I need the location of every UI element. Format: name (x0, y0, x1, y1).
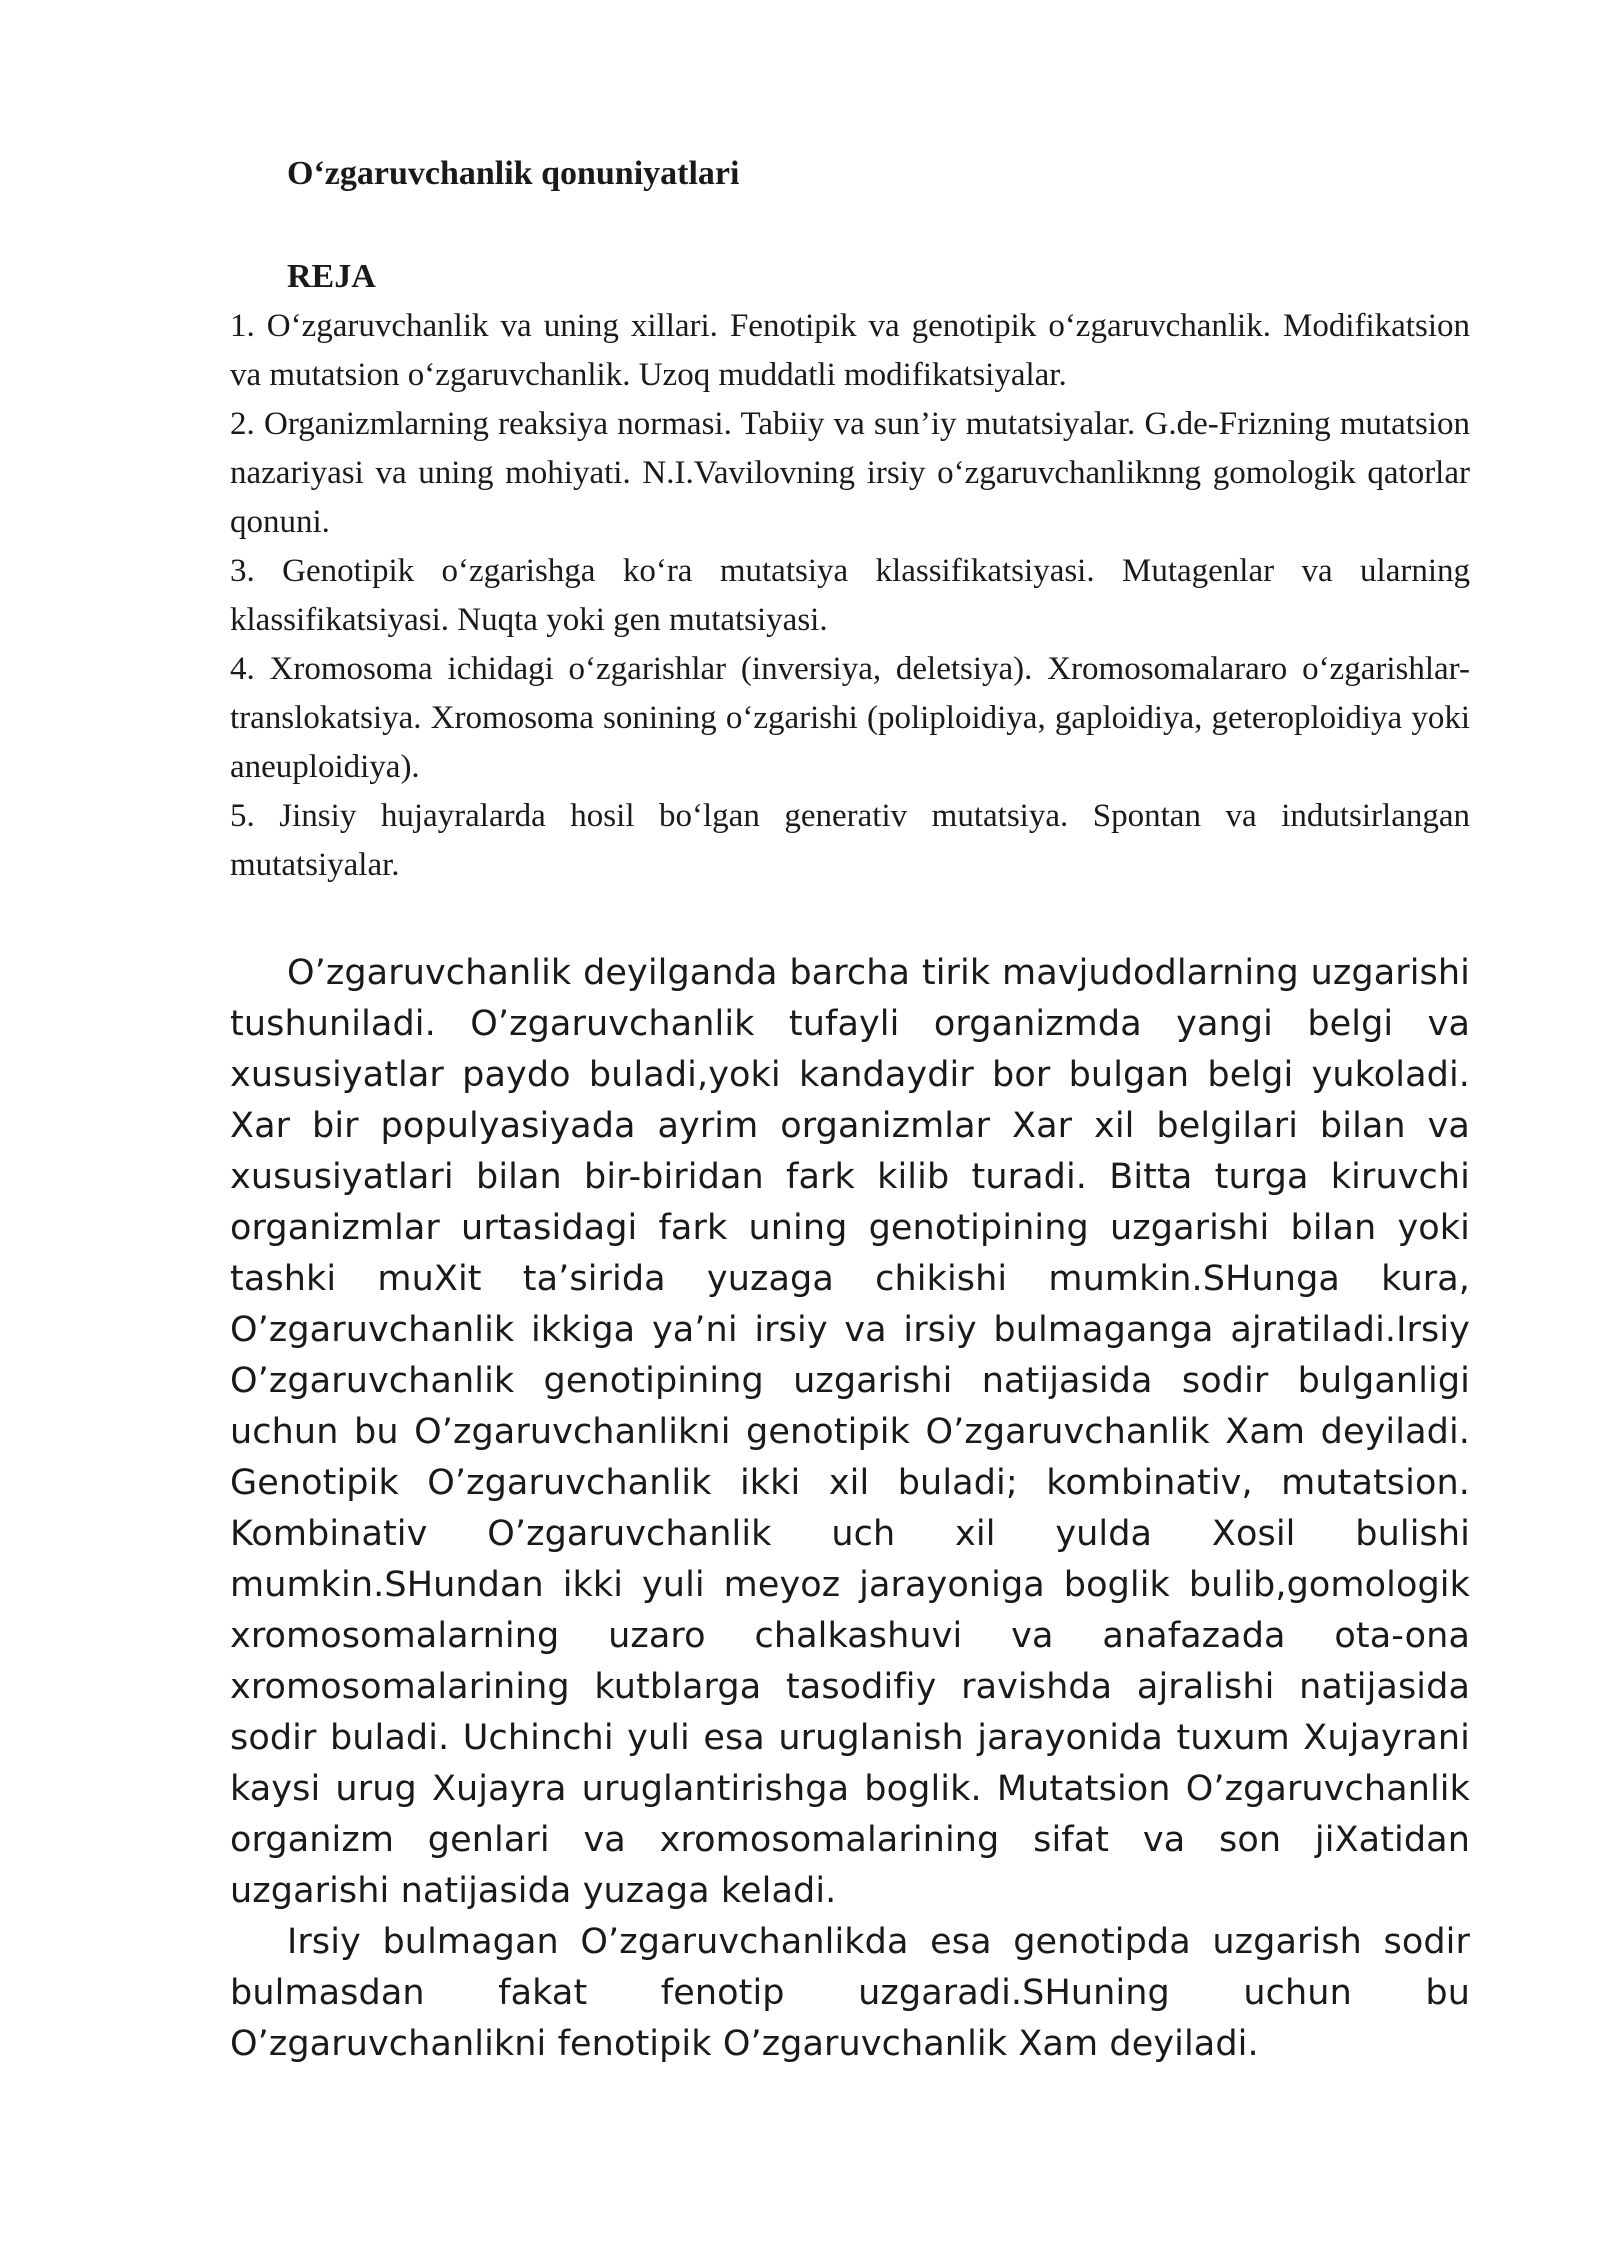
plan-item: 4. Xromosoma ichidagi o‘zgarishlar (inversiya, deletsiya). Xromosomalararo o‘zgarishlar-translokatsiya. Xromosoma sonining o‘zgarishi (poliploidiya, gaploidiya, geteroploidiya yoki aneuploidiya). (230, 651, 1470, 785)
document-title: O‘zgaruvchanlik qonuniyatlari (287, 155, 740, 192)
plan-item: 3. Genotipik o‘zgarishga ko‘ra mutatsiya klassifikatsiyasi. Mutagenlar va ularning klassifikatsiyasi. Nuqta yoki gen mutatsiyasi. (230, 553, 1470, 638)
plan-list (230, 302, 1470, 890)
body-text (230, 948, 1470, 2070)
document-content (230, 150, 1470, 2070)
plan-heading: REJA (287, 258, 376, 295)
plan-item: 1. O‘zgaruvchanlik va uning xillari. Fenotipik va genotipik o‘zgaruvchanlik. Modifikatsion va mutatsion o‘zgaruvchanlik. Uzoq muddatli modifikatsiyalar. (230, 308, 1470, 393)
body-paragraph: Irsiy bulmagan O’zgaruvchanlikda esa genotipda uzgarish sodir bulmasdan fakat fenotip uzgaradi.SHuning uchun bu O’zgaruvchanlikni fenotipik O’zgaruvchanlik Xam deyiladi. (230, 1922, 1470, 2064)
plan-item: 5. Jinsiy hujayralarda hosil bo‘lgan generativ mutatsiya. Spontan va indutsirlangan mutatsiyalar. (230, 798, 1470, 883)
body-paragraph: O’zgaruvchanlik deyilganda barcha tirik mavjudodlarning uzgarishi tushuniladi. O’zgaruvchanlik tufayli organizmda yangi belgi va xususiyatlar paydo buladi,yoki kandaydir bor bulgan belgi yukoladi. Xar bir populyasiyada ayrim organizmlar Xar xil belgilari bilan va xususiyatlari bilan bir-biridan fark kilib turadi. Bitta turga kiruvchi organizmlar urtasidagi fark uning genotipining uzgarishi bilan yoki tashki muXit ta’sirida yuzaga chikishi mumkin.SHunga kura, O’zgaruvchanlik ikkiga ya’ni irsiy va irsiy bulmaganga ajratiladi.Irsiy O’zgaruvchanlik genotipining uzgarishi natijasida sodir bulganligi uchun bu O’zgaruvchanlikni genotipik O’zgaruvchanlik Xam deyiladi. Genotipik O’zgaruvchanlik ikki xil buladi; kombinativ, mutatsion. Kombinativ O’zgaruvchanlik uch xil yulda Xosil bulishi mumkin.SHundan ikki yuli meyoz jarayoniga boglik bulib,gomologik xromosomalarning uzaro chalkashuvi va anafazada ota-ona xromosomalarining kutblarga tasodifiy ravishda ajralishi natijasida sodir buladi. Uchinchi yuli esa uruglanish jarayonida tuxum Xujayrani kaysi urug Xujayra uruglantirishga boglik. Mutatsion O’zgaruvchanlik organizm genlari va xromosomalarining sifat va son jiXatidan uzgarishi natijasida yuzaga keladi. (230, 953, 1470, 1911)
plan-item: 2. Organizmlarning reaksiya normasi. Tabiiy va sun’iy mutatsiyalar. G.de-Frizning mutatsion nazariyasi va uning mohiyati. N.I.Vavilovning irsiy o‘zgaruvchanliknng gomologik qatorlar qonuni. (230, 406, 1470, 540)
